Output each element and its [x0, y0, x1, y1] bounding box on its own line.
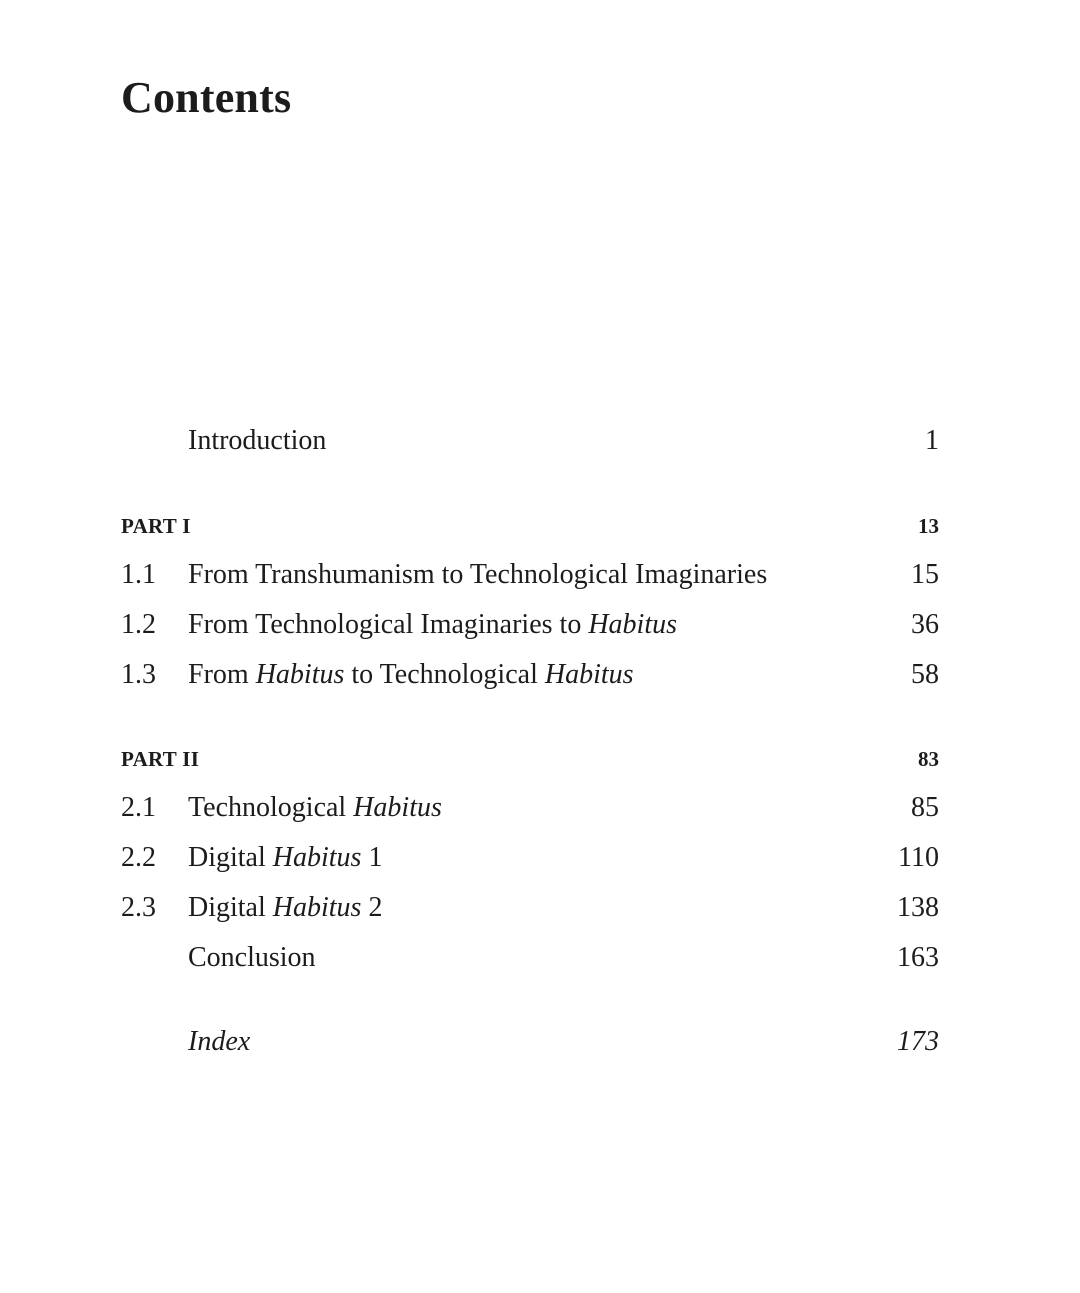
entry-title: From Transhumanism to Technological Imaginaries — [188, 559, 768, 590]
entry-page-number: 13 — [918, 514, 939, 538]
entry-title — [188, 655, 634, 695]
part-label: PART I — [121, 514, 191, 538]
toc-part-2[interactable] — [121, 739, 939, 779]
toc-entry-1-2[interactable] — [121, 605, 939, 645]
toc-entry-introduction[interactable] — [121, 421, 939, 461]
chapter-number: 2.2 — [121, 842, 156, 873]
entry-page-number: 83 — [918, 747, 939, 771]
entry-title: Conclusion — [188, 942, 316, 973]
chapter-number: 1.1 — [121, 559, 156, 590]
entry-title-emphasis: Habitus — [272, 892, 362, 923]
entry-title: Introduction — [188, 425, 327, 456]
chapter-number: 2.3 — [121, 892, 156, 923]
entry-page-number: 58 — [911, 659, 939, 690]
entry-page-number: 1 — [925, 425, 939, 456]
chapter-number: 2.1 — [121, 792, 156, 823]
entry-title-text: 1 — [361, 842, 383, 873]
entry-page-number: 163 — [897, 942, 939, 973]
entry-title: Index — [188, 1026, 251, 1057]
chapter-number: 1.3 — [121, 659, 156, 690]
page-title: Contents — [121, 73, 292, 122]
entry-title-text: Digital — [188, 892, 273, 923]
toc-entry-2-2[interactable] — [121, 838, 939, 878]
entry-page-number: 36 — [911, 609, 939, 640]
toc-entry-index[interactable] — [121, 1022, 939, 1062]
toc-entry-1-3[interactable] — [121, 655, 939, 695]
entry-title-emphasis: Habitus — [272, 842, 362, 873]
entry-title — [188, 788, 442, 828]
toc-part-1[interactable] — [121, 506, 939, 546]
entry-page-number: 173 — [897, 1026, 939, 1057]
entry-title — [188, 888, 382, 928]
entry-page-number: 110 — [898, 842, 939, 873]
entry-title-emphasis: Habitus — [544, 659, 634, 690]
entry-title — [188, 605, 677, 645]
entry-title-text: From Technological Imaginaries to — [188, 609, 589, 640]
entry-page-number: 85 — [911, 792, 939, 823]
entry-title-text: From — [188, 659, 256, 690]
entry-title-text: Digital — [188, 842, 273, 873]
entry-title — [188, 838, 382, 878]
chapter-number: 1.2 — [121, 609, 156, 640]
entry-title-text: Technological — [188, 792, 354, 823]
toc-entry-2-3[interactable] — [121, 888, 939, 928]
toc-entry-2-1[interactable] — [121, 788, 939, 828]
entry-title-text: 2 — [361, 892, 383, 923]
part-label: PART II — [121, 747, 200, 771]
toc-entry-1-1[interactable] — [121, 555, 939, 595]
toc-entry-conclusion[interactable] — [121, 938, 939, 978]
entry-page-number: 138 — [897, 892, 939, 923]
entry-title-emphasis: Habitus — [588, 609, 677, 640]
entry-title-text: to Technological — [344, 659, 545, 690]
entry-title-emphasis: Habitus — [255, 659, 345, 690]
entry-page-number: 15 — [911, 559, 939, 590]
entry-title-emphasis: Habitus — [353, 792, 442, 823]
